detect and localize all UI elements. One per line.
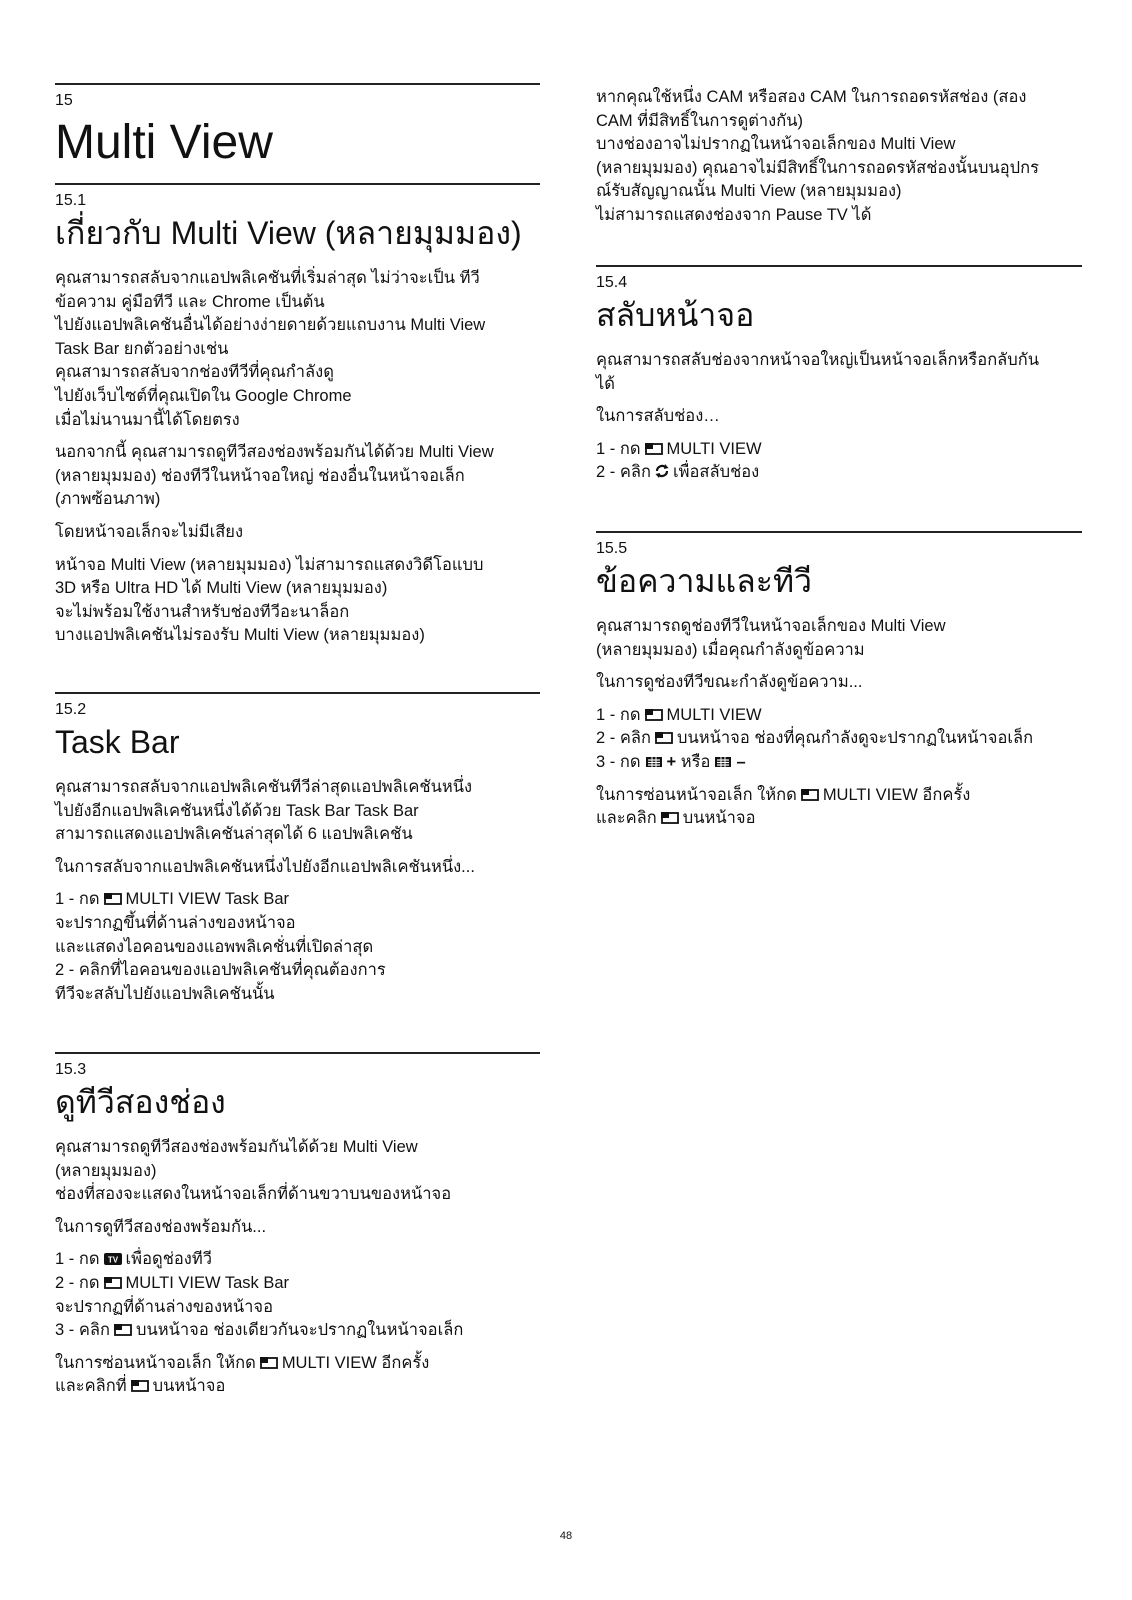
step-text: MULTI VIEW Task Bar [125,890,290,909]
multi-view-icon [259,1356,279,1370]
section-15-3 [55,1052,540,1408]
paragraph: คุณสามารถสลับจากแอปพลิเคชันที่เริ่มล่าสุด ไม่ว่าจะเป็น ทีวี ข้อความ คู่มือทีวี และ Chrome เป็นต้น ไปยังแอปพลิเคชันอื่นได้อย่างง่ายดายด้วยแถบงาน Multi View Task Bar ยกตัวอย่างเช่น คุณสามารถสลับจากช่องทีวีที่คุณกำลังดู ไปยังเว็บไซต์ที่คุณเปิดใน Google Chrome เมื่อไม่นานมานี้ได้โดยตรง [55,269,486,429]
hide-instructions [55,1352,540,1399]
text-icon [713,755,733,769]
multi-view-icon [660,811,680,825]
paragraph: หน้าจอ Multi View (หลายมุมมอง) ไม่สามารถแสดงวิดีโอแบบ 3D หรือ Ultra HD ได้ Multi View (หลายมุมมอง) จะไม่พร้อมใช้งานสำหรับช่องทีวีอะนาล็อก บางแอปพลิเคชันไม่รองรับ Multi View (หลายมุมมอง) [55,555,484,645]
step-list [55,888,540,1006]
step-text: 1 - กด [596,705,641,724]
paragraph: โดยหน้าจอเล็กจะไม่มีเสียง [55,522,244,541]
step-text: ในการซ่อนหน้าจอเล็ก ให้กด [55,1353,256,1372]
divider [596,531,1082,533]
multi-view-icon [644,708,664,722]
section-15-1 [55,183,540,657]
step-text: MULTI VIEW อีกครั้ง [281,1353,430,1372]
step-text: เพื่อสลับช่อง [672,463,760,482]
step-text: 2 - กด [55,1273,100,1292]
section-title: เกี่ยวกับ Multi View (หลายมุมมอง) [55,215,522,251]
chapter-header [55,83,540,171]
section-15-5 [596,531,1082,840]
step-text: บนหน้าจอ ช่องที่คุณกำลังดูจะปรากฏในหน้าจอเล็ก [676,729,1034,748]
paragraph: คุณสามารถสลับช่องจากหน้าจอใหญ่เป็นหน้าจอเล็กหรือกลับกัน ได้ [596,351,1040,393]
step-text: 2 - คลิก [596,463,651,482]
section-number: 15.2 [55,701,87,718]
hide-line-2 [596,807,1082,831]
step-text: MULTI VIEW Task Bar [125,1273,290,1292]
multi-view-icon [654,731,674,745]
paragraph: ในการดูทีวีสองช่องพร้อมกัน... [55,1217,267,1236]
section-title: สลับหน้าจอ [596,297,755,333]
step-list [596,438,1082,485]
step-text: 1 - กด [55,890,100,909]
step-text: 2 - คลิก [596,729,651,748]
tv-icon [103,1252,123,1266]
hide-line-1 [55,1352,540,1376]
section-15-4 [596,265,1082,494]
page-number: 48 [559,1530,573,1542]
step-text: บนหน้าจอ [682,809,756,828]
step-text: หรือ [680,752,711,771]
section-title: Task Bar [55,724,180,760]
step-1 [596,704,1082,728]
divider [55,183,540,185]
step-text: จะปรากฏที่ด้านล่างของหน้าจอ [55,1297,274,1316]
paragraph: คุณสามารถดูทีวีสองช่องพร้อมกันได้ด้วย Multi View (หลายมุมมอง) ช่องที่สองจะแสดงในหน้าจอเล็กที่ด้านขวาบนของหน้าจอ [55,1138,452,1204]
paragraph: คุณสามารถสลับจากแอปพลิเคชันทีวีล่าสุดแอปพลิเคชันหนึ่ง ไปยังอีกแอปพลิเคชันหนึ่งได้ด้วย Task Bar Task Bar สามารถแสดงแอปพลิเคชันล่าสุดได้ 6 แอปพลิเคชัน [55,778,473,844]
tv-icon-label: TV [107,1255,118,1265]
minus-text: – [736,752,746,771]
hide-line-1 [596,784,1082,808]
chapter-title: Multi View [55,116,273,169]
divider [55,692,540,694]
step-text: ทีวีจะสลับไปยังแอปพลิเคชันนั้น [55,984,275,1003]
step-text: 1 - กด [596,439,641,458]
section-title: ข้อความและทีวี [596,563,813,599]
step-text: และคลิกที่ [55,1377,127,1396]
step-text: 3 - คลิก [55,1321,110,1340]
step-2 [596,461,1082,485]
plus-text: + [666,752,677,771]
step-3 [55,1319,540,1343]
multi-view-icon [644,442,664,456]
section-number: 15.3 [55,1061,87,1078]
multi-view-icon [103,1276,123,1290]
step-1 [596,438,1082,462]
swap-icon [654,463,670,479]
section-number: 15.1 [55,192,87,209]
step-text: เพื่อดูช่องทีวี [125,1250,212,1269]
hide-line-2 [55,1375,540,1399]
step-2 [55,1272,540,1296]
multi-view-icon [130,1379,150,1393]
step-list [55,1248,540,1342]
multi-view-icon [113,1323,133,1337]
paragraph: ในการสลับจากแอปพลิเคชันหนึ่งไปยังอีกแอปพลิเคชันหนึ่ง... [55,857,475,876]
paragraph: ในการดูช่องทีวีขณะกำลังดูข้อความ... [596,673,863,692]
text-icon [644,755,664,769]
multi-view-icon [103,892,123,906]
paragraph: ในการสลับช่อง… [596,407,720,426]
step-text: 1 - กด [55,1250,100,1269]
step-text: จะปรากฏขึ้นที่ด้านล่างของหน้าจอ [55,913,296,932]
step-2 [596,727,1082,751]
paragraph: คุณสามารถดูช่องทีวีในหน้าจอเล็กของ Multi View (หลายมุมมอง) เมื่อคุณกำลังดูข้อความ [596,617,946,659]
section-number: 15.4 [596,274,628,291]
step-text: MULTI VIEW [666,439,762,458]
step-2: 2 - คลิกที่ไอคอนของแอปพลิเคชันที่คุณต้องการ [55,961,386,980]
chapter-number: 15 [55,92,73,109]
step-text: บนหน้าจอ ช่องเดียวกันจะปรากฏในหน้าจอเล็ก [135,1321,464,1340]
section-15-3-continued [596,86,1082,237]
step-text: ในการซ่อนหน้าจอเล็ก ให้กด [596,785,797,804]
section-number: 15.5 [596,540,628,557]
section-15-2 [55,692,540,1015]
step-text: MULTI VIEW [666,705,762,724]
divider [596,265,1082,267]
step-1 [55,888,540,912]
divider [55,1052,540,1054]
step-3 [596,751,1082,775]
step-text: และแสดงไอคอนของแอพพลิเคชั่นที่เปิดล่าสุด [55,937,374,956]
hide-instructions [596,784,1082,831]
step-list [596,704,1082,775]
paragraph: นอกจากนี้ คุณสามารถดูทีวีสองช่องพร้อมกันได้ด้วย Multi View (หลายมุมมอง) ช่องทีวีในหน้าจอใหญ่ ช่องอื่นในหน้าจอเล็ก (ภาพซ้อนภาพ) [55,443,494,509]
step-text: 3 - กด [596,752,641,771]
step-text: MULTI VIEW อีกครั้ง [822,785,971,804]
paragraph: หากคุณใช้หนึ่ง CAM หรือสอง CAM ในการถอดรหัสช่อง (สอง CAM ที่มีสิทธิ์ในการดูต่างกัน) บางช่องอาจไม่ปรากฏในหน้าจอเล็กของ Multi View (หลายมุมมอง) คุณอาจไม่มีสิทธิ์ในการถอดรหัสช่องนั้นบนอุปกร ณ์รับสัญญาณนั้น Multi View (หลายมุมมอง) ไม่สามารถแสดงช่องจาก Pause TV ได้ [596,88,1039,224]
section-title: ดูทีวีสองช่อง [55,1084,226,1120]
step-1 [55,1248,540,1272]
multi-view-icon [800,788,820,802]
step-text: บนหน้าจอ [152,1377,226,1396]
divider [55,83,540,85]
step-text: และคลิก [596,809,657,828]
